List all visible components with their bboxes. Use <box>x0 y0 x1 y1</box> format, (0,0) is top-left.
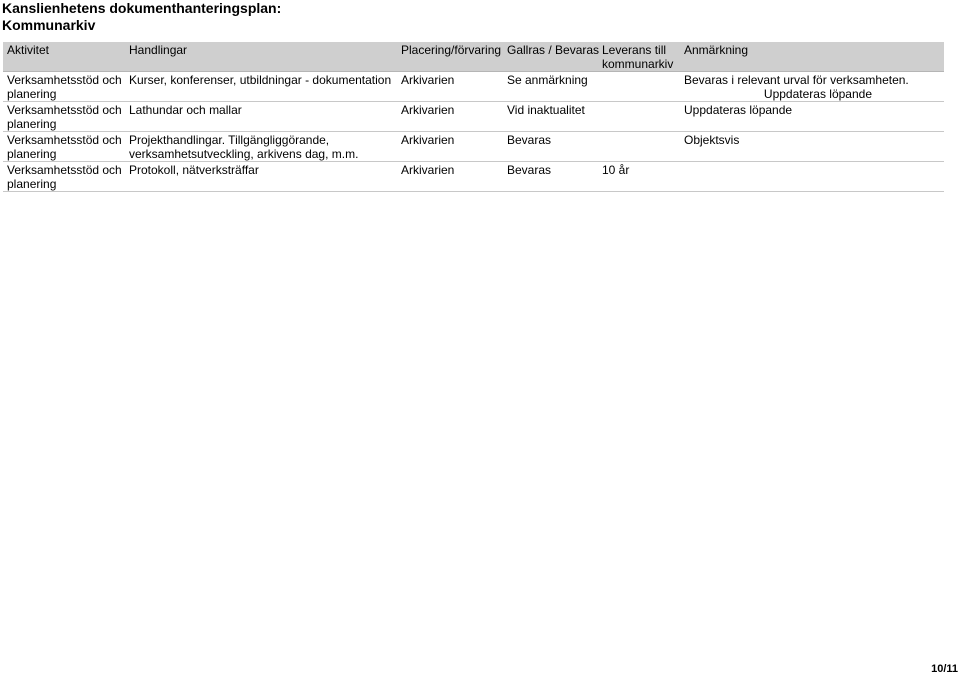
cell-leverans: 10 år <box>598 162 680 192</box>
header-aktivitet: Aktivitet <box>3 42 125 72</box>
cell-placering: Arkivarien <box>397 162 503 192</box>
header-anmarkning: Anmärkning <box>680 42 944 72</box>
cell-aktivitet: Verksamhetsstöd och planering <box>3 72 125 102</box>
cell-placering: Arkivarien <box>397 102 503 132</box>
table-row <box>3 162 944 192</box>
anmarkning-line-1: Uppdateras löpande <box>684 103 793 117</box>
cell-aktivitet: Verksamhetsstöd och planering <box>3 162 125 192</box>
cell-anmarkning <box>680 72 944 102</box>
table-row <box>3 102 944 132</box>
cell-anmarkning <box>680 162 944 192</box>
cell-anmarkning <box>680 102 944 132</box>
anmarkning-line-1: Objektsvis <box>684 133 740 147</box>
table-row <box>3 132 944 162</box>
anmarkning-line-2: Uppdateras löpande <box>763 87 872 101</box>
cell-handlingar: Lathundar och mallar <box>125 102 397 132</box>
header-placering: Placering/förvaring <box>397 42 503 72</box>
table-row <box>3 72 944 102</box>
document-title-line-1: Kanslienhetens dokumenthanteringsplan: <box>2 0 282 16</box>
cell-handlingar: Protokoll, nätverksträffar <box>125 162 397 192</box>
cell-leverans <box>598 72 680 102</box>
table-header-row <box>3 42 944 72</box>
document-title <box>2 0 281 34</box>
header-leverans: Leverans till kommunarkiv <box>598 42 680 72</box>
cell-handlingar: Projekthandlingar. Tillgängliggörande, verksamhetsutveckling, arkivens dag, m.m. <box>125 132 397 162</box>
anmarkning-line-1: Bevaras i relevant urval för verksamheten. <box>684 73 909 87</box>
cell-gallras: Vid inaktualitet <box>503 102 598 132</box>
header-handlingar: Handlingar <box>125 42 397 72</box>
cell-leverans <box>598 132 680 162</box>
header-gallras: Gallras / Bevaras <box>503 42 598 72</box>
cell-placering: Arkivarien <box>397 132 503 162</box>
retention-table-container <box>3 42 944 192</box>
cell-leverans <box>598 102 680 132</box>
cell-gallras: Bevaras <box>503 132 598 162</box>
page-number: 10/11 <box>931 663 958 675</box>
document-title-line-2: Kommunarkiv <box>2 17 96 33</box>
cell-handlingar: Kurser, konferenser, utbildningar - dokumentation <box>125 72 397 102</box>
retention-table <box>3 42 944 192</box>
cell-anmarkning <box>680 132 944 162</box>
cell-gallras: Se anmärkning <box>503 72 598 102</box>
cell-aktivitet: Verksamhetsstöd och planering <box>3 102 125 132</box>
cell-gallras: Bevaras <box>503 162 598 192</box>
cell-placering: Arkivarien <box>397 72 503 102</box>
cell-aktivitet: Verksamhetsstöd och planering <box>3 132 125 162</box>
